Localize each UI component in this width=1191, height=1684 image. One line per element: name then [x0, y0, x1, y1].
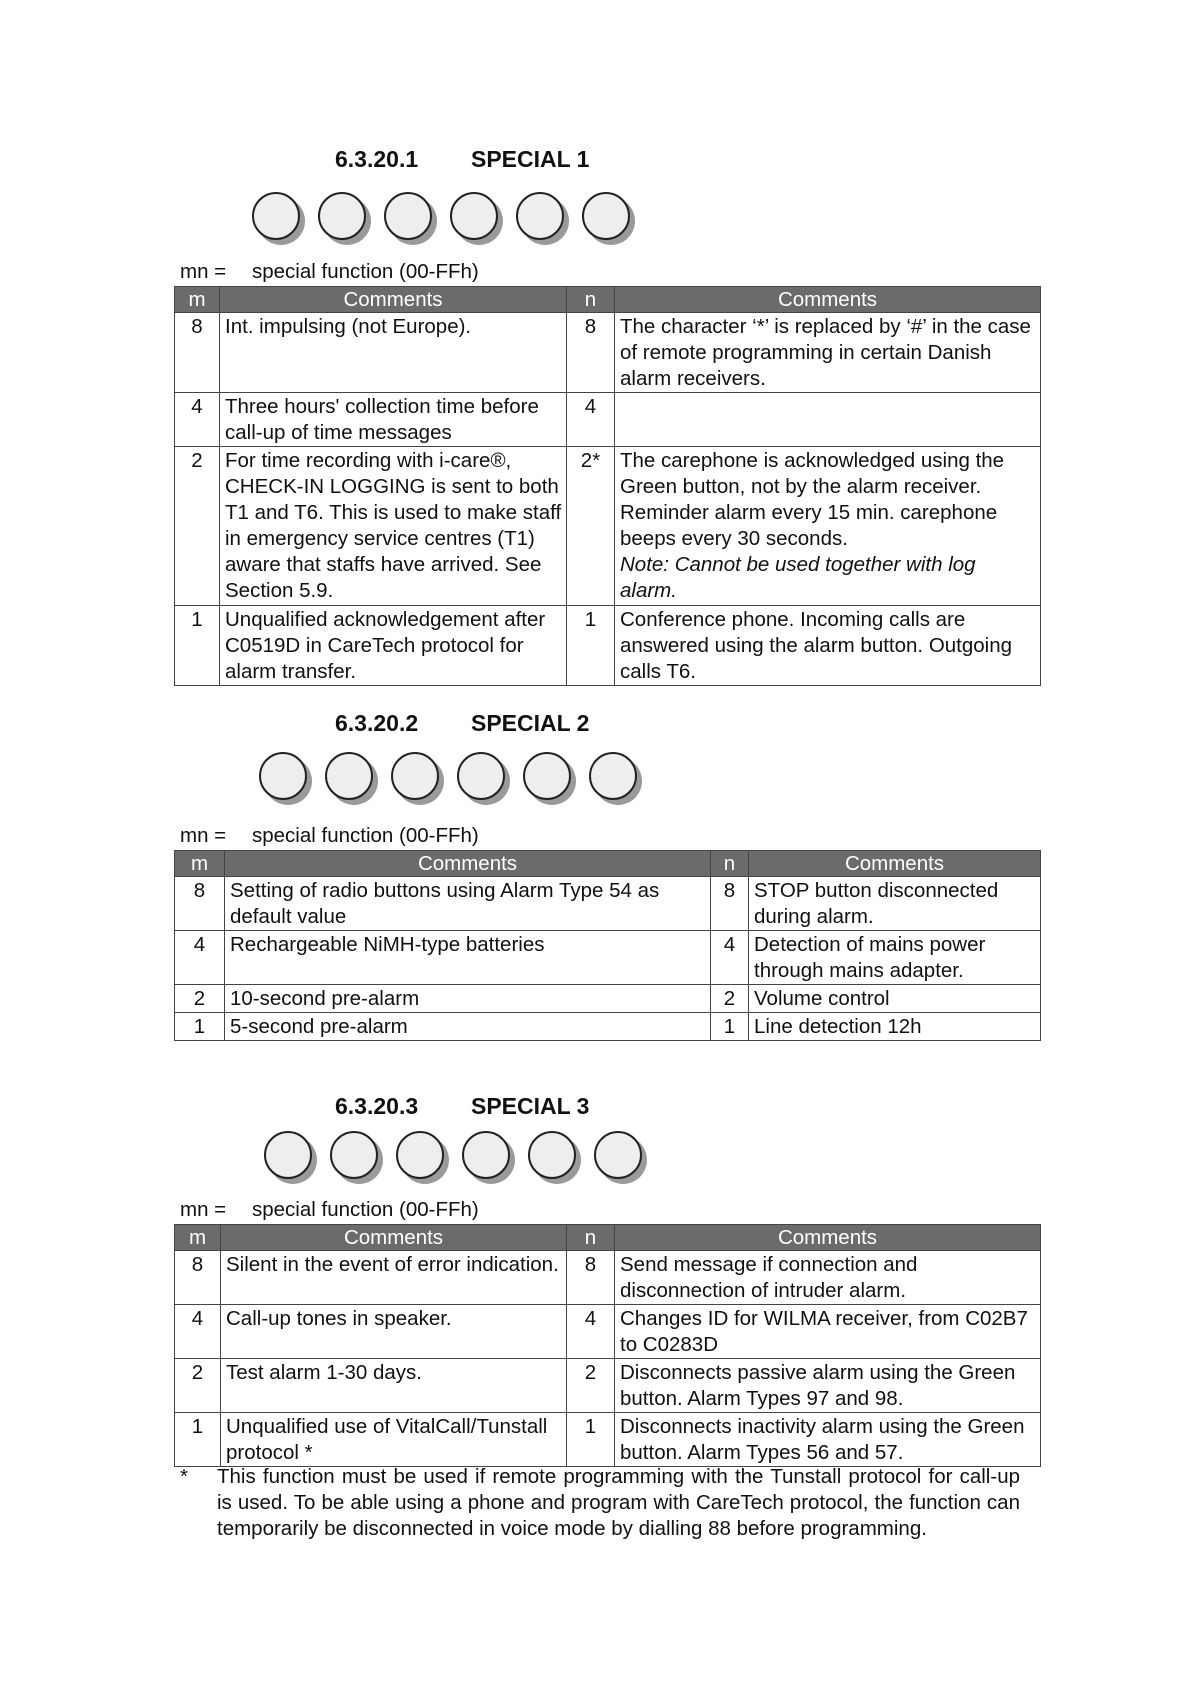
- digit-circle: [582, 192, 630, 240]
- mn-description: special function (00-FFh): [252, 1198, 479, 1221]
- m-value: 1: [175, 1013, 225, 1041]
- section-3-mn-line: [180, 1198, 479, 1222]
- header-n: n: [711, 851, 749, 877]
- header-n: n: [567, 1225, 615, 1251]
- mn-description: special function (00-FFh): [252, 824, 479, 847]
- n-comment: [615, 393, 1041, 447]
- table-row: [175, 313, 1041, 393]
- note-label: Note:: [620, 553, 669, 576]
- table-header-row: [175, 1225, 1041, 1251]
- digit-circle: [384, 192, 432, 240]
- footnote-marker: *: [180, 1465, 188, 1488]
- header-n: n: [567, 287, 615, 313]
- table-header-row: [175, 851, 1041, 877]
- section-2-title: SPECIAL 2: [471, 710, 590, 736]
- digit-circle: [523, 752, 571, 800]
- digit-circle: [259, 752, 307, 800]
- footnote-text: This function must be used if remote programming with the Tunstall protocol for call-up is used. To be able using a phone and program with CareTech protocol, the function can temporarily be disconnected in voice mode by dialling 88 before programming.: [217, 1465, 1020, 1540]
- digit-circle: [325, 752, 373, 800]
- m-value: 8: [175, 313, 220, 393]
- n-comment: Volume control: [749, 985, 1041, 1013]
- n-comment: Disconnects passive alarm using the Green button. Alarm Types 97 and 98.: [615, 1359, 1041, 1413]
- digit-circle: [330, 1131, 378, 1179]
- header-m-comments: Comments: [220, 287, 567, 313]
- n-value: 2: [567, 1359, 615, 1413]
- n-value: 2: [711, 985, 749, 1013]
- table-row: [175, 1013, 1041, 1041]
- digit-circle: [516, 192, 564, 240]
- digit-circle: [462, 1131, 510, 1179]
- section-1-table: [174, 286, 1041, 686]
- m-comment: Setting of radio buttons using Alarm Type 54 as default value: [225, 877, 711, 931]
- n-comment: STOP button disconnected during alarm.: [749, 877, 1041, 931]
- m-comment: Silent in the event of error indication.: [221, 1251, 567, 1305]
- section-1-title: SPECIAL 1: [471, 146, 590, 172]
- n-value: 2*: [567, 447, 615, 606]
- n-value: 1: [567, 1413, 615, 1467]
- table-row: [175, 606, 1041, 686]
- m-comment: For time recording with i-care®, CHECK-IN LOGGING is sent to both T1 and T6. This is used to make staff in emergency service centres (T1) aware that staffs have arrived. See Section 5.9.: [220, 447, 567, 606]
- m-value: 4: [175, 393, 220, 447]
- n-comment: The carephone is acknowledged using the Green button, not by the alarm receiver. Reminder alarm every 15 min. carephone beeps every 30 seconds.: [620, 449, 1005, 550]
- m-value: 8: [175, 877, 225, 931]
- note-text: Cannot be used together with log alarm.: [620, 553, 976, 602]
- m-comment: Call-up tones in speaker.: [221, 1305, 567, 1359]
- n-value: 1: [567, 606, 615, 686]
- digit-circle: [391, 752, 439, 800]
- table-row: [175, 447, 1041, 606]
- n-value: 1: [711, 1013, 749, 1041]
- m-value: 4: [175, 931, 225, 985]
- table-row: [175, 1413, 1041, 1467]
- section-2-mn-line: [180, 824, 479, 848]
- table-header-row: [175, 287, 1041, 313]
- table-row: [175, 393, 1041, 447]
- digit-circle: [457, 752, 505, 800]
- table-row: [175, 1359, 1041, 1413]
- m-comment: Three hours' collection time before call-up of time messages: [220, 393, 567, 447]
- header-m: m: [175, 851, 225, 877]
- mn-label: mn =: [180, 824, 227, 847]
- digit-circle: [264, 1131, 312, 1179]
- mn-description: special function (00-FFh): [252, 260, 479, 283]
- section-1-mn-line: [180, 260, 479, 284]
- header-n-comments: Comments: [615, 1225, 1041, 1251]
- header-m: m: [175, 287, 220, 313]
- m-comment: 5-second pre-alarm: [225, 1013, 711, 1041]
- n-comment: Changes ID for WILMA receiver, from C02B7 to C0283D: [615, 1305, 1041, 1359]
- digit-circle: [318, 192, 366, 240]
- table-row: [175, 1251, 1041, 1305]
- n-comment: Conference phone. Incoming calls are answered using the alarm button. Outgoing calls T6.: [615, 606, 1041, 686]
- section-3-table: [174, 1224, 1041, 1467]
- mn-label: mn =: [180, 1198, 227, 1221]
- m-value: 8: [175, 1251, 221, 1305]
- digit-circle: [450, 192, 498, 240]
- n-comment: The character ‘*’ is replaced by ‘#’ in the case of remote programming in certain Danish alarm receivers.: [615, 313, 1041, 393]
- digit-circle: [589, 752, 637, 800]
- m-value: 2: [175, 1359, 221, 1413]
- mn-label: mn =: [180, 260, 227, 283]
- m-comment: Rechargeable NiMH-type batteries: [225, 931, 711, 985]
- n-value: 8: [567, 1251, 615, 1305]
- m-comment: Unqualified acknowledgement after C0519D in CareTech protocol for alarm transfer.: [220, 606, 567, 686]
- header-m-comments: Comments: [225, 851, 711, 877]
- digit-circle: [528, 1131, 576, 1179]
- m-comment: Test alarm 1-30 days.: [221, 1359, 567, 1413]
- n-comment: Send message if connection and disconnection of intruder alarm.: [615, 1251, 1041, 1305]
- n-value: 8: [567, 313, 615, 393]
- m-comment: Unqualified use of VitalCall/Tunstall protocol *: [221, 1413, 567, 1467]
- table-row: [175, 931, 1041, 985]
- section-1-number: 6.3.20.1: [335, 146, 419, 172]
- n-value: 4: [711, 931, 749, 985]
- table-row: [175, 985, 1041, 1013]
- m-value: 4: [175, 1305, 221, 1359]
- n-comment-with-note: [615, 447, 1041, 606]
- n-comment: Line detection 12h: [749, 1013, 1041, 1041]
- m-value: 2: [175, 985, 225, 1013]
- n-value: 4: [567, 1305, 615, 1359]
- n-value: 8: [711, 877, 749, 931]
- n-comment: Disconnects inactivity alarm using the Green button. Alarm Types 56 and 57.: [615, 1413, 1041, 1467]
- n-value: 4: [567, 393, 615, 447]
- digit-circle: [396, 1131, 444, 1179]
- m-value: 2: [175, 447, 220, 606]
- section-2-table: [174, 850, 1041, 1041]
- n-comment: Detection of mains power through mains adapter.: [749, 931, 1041, 985]
- header-n-comments: Comments: [749, 851, 1041, 877]
- section-3-title: SPECIAL 3: [471, 1093, 590, 1119]
- table-row: [175, 877, 1041, 931]
- digit-circle: [252, 192, 300, 240]
- m-value: 1: [175, 606, 220, 686]
- table-row: [175, 1305, 1041, 1359]
- header-m: m: [175, 1225, 221, 1251]
- m-comment: 10-second pre-alarm: [225, 985, 711, 1013]
- header-m-comments: Comments: [221, 1225, 567, 1251]
- digit-circle: [594, 1131, 642, 1179]
- m-value: 1: [175, 1413, 221, 1467]
- header-n-comments: Comments: [615, 287, 1041, 313]
- section-3-number: 6.3.20.3: [335, 1093, 419, 1119]
- m-comment: Int. impulsing (not Europe).: [220, 313, 567, 393]
- section-2-number: 6.3.20.2: [335, 710, 419, 736]
